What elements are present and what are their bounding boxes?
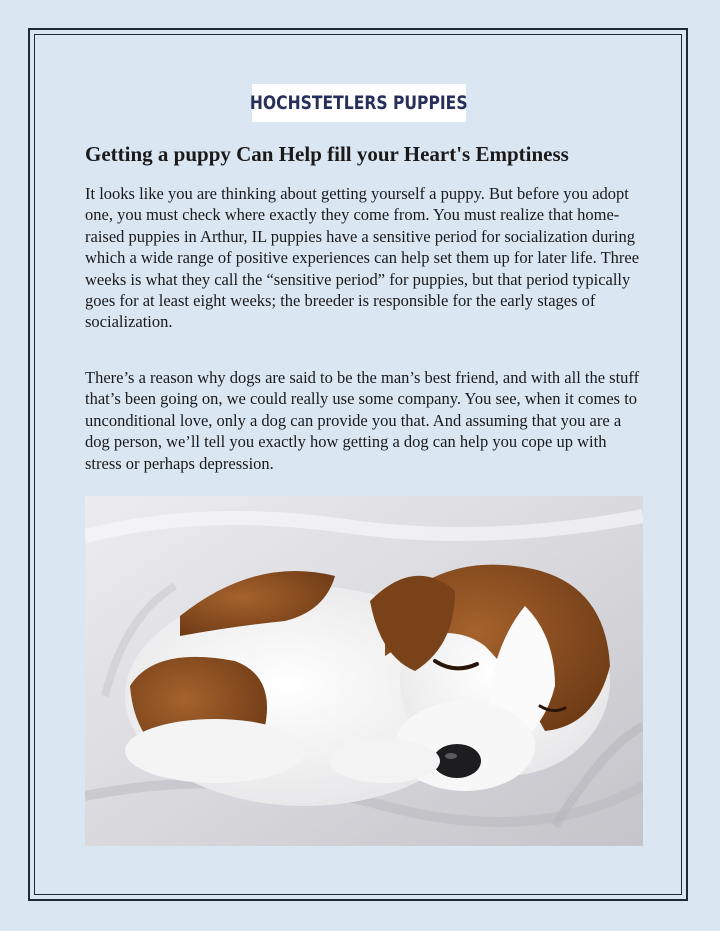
sleeping-puppy-photo bbox=[85, 496, 643, 846]
article-title: Getting a puppy Can Help fill your Heart's Emptiness bbox=[85, 142, 569, 166]
article-paragraph: There’s a reason why dogs are said to be the man’s best friend, and with all the stuff that’s been going on, we could really use some company. You see, when it comes to unconditional love, only a dog can provide you that. And assuming that you are a dog person, we’ll tell you exactly how getting a dog can help you cope up with stress or perhaps depression. bbox=[85, 368, 640, 473]
article-paragraph: It looks like you are thinking about getting yourself a puppy. But before you adopt one, you must check where exactly they come from. You must realize that home-raised puppies in Arthur, IL puppies have a sensitive period for socialization during which a wide range of positive experiences can help set them up for later life. Three weeks is what they call the “sensitive period” for puppies, but that period typically goes for at least eight weeks; the breeder is responsible for the early stages of socialization. bbox=[85, 184, 640, 332]
brand-logo bbox=[252, 84, 466, 122]
brand-logo-text: HOCHSTETLERS PUPPIES bbox=[250, 92, 468, 114]
